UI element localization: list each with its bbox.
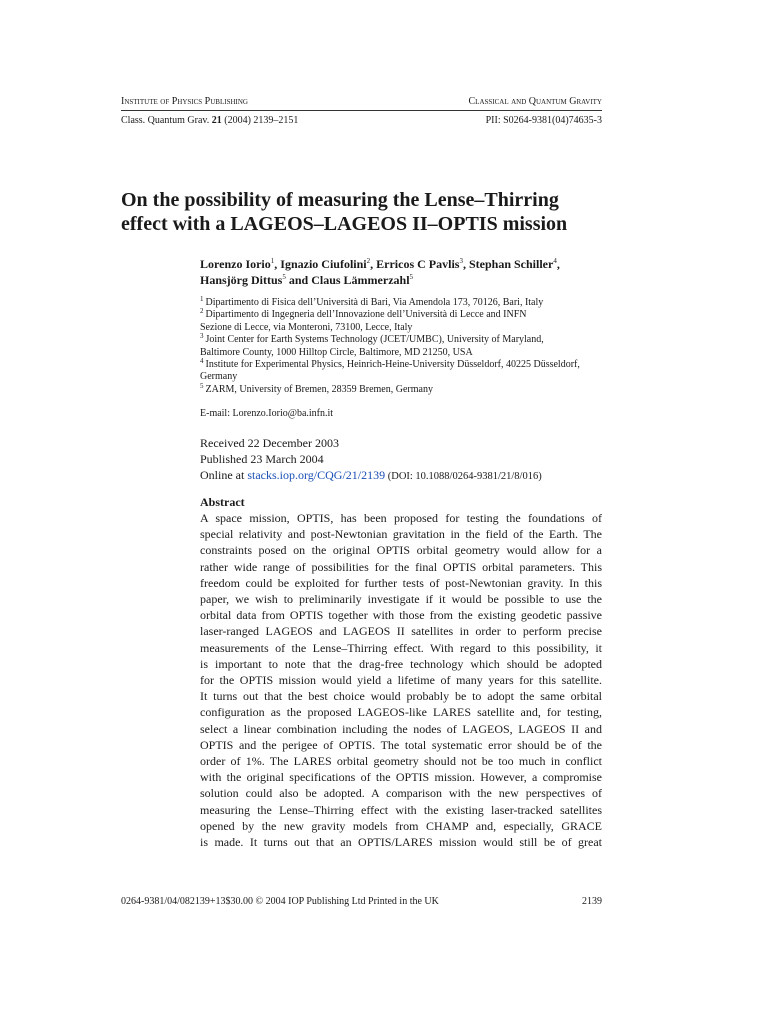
author-name: Claus Lämmerzahl (311, 273, 410, 287)
author-separator: , (274, 257, 281, 271)
author-name: Erricos C Pavlis (376, 257, 460, 271)
page-number: 2139 (582, 896, 602, 907)
affiliation-line: ZARM, University of Bremen, 28359 Bremen, Germany (205, 383, 433, 395)
abstract-line: rather wide range of possibilities for the final OPTIS orbital parameters. This (200, 559, 602, 574)
author-separator: , (462, 257, 469, 271)
abstract-line: orbital data from OPTIS together with those from the existing geodetic passive (200, 608, 602, 623)
author-affiliation-mark: 3 (459, 257, 463, 265)
author-affiliation-mark: 5 (409, 273, 414, 281)
doi: (DOI: 10.1088/0264-9381/21/8/016) (385, 471, 542, 482)
abstract-line: measurements of the Lense–Thirring effect. With regard to this possibility, it (200, 640, 602, 655)
title-line-2: effect with a LAGEOS–LAGEOS II–OPTIS mission (121, 213, 568, 235)
affiliation-list (200, 297, 610, 396)
author-separator: , (556, 257, 560, 271)
publisher-name: Institute of Physics Publishing (121, 96, 248, 107)
affiliation-line: Joint Center for Earth Systems Technology (JCET/UMBC), University of Maryland, (205, 334, 544, 346)
header-rule (121, 110, 602, 111)
abstract-line: A space mission, OPTIS, has been proposed for testing the foundations of (200, 511, 602, 525)
abstract-line: opened by the new gravity models from CHAMP and, especially, GRACE (200, 818, 602, 833)
citation-prefix: Class. Quantum Grav. (121, 115, 212, 126)
author-separator: and (285, 273, 312, 287)
author-name: Lorenzo Iorio (200, 257, 271, 271)
affiliation-line: Institute for Experimental Physics, Heinrich-Heine-University Düsseldorf, 40225 Düsseldorf, (205, 359, 580, 371)
author-email[interactable]: E-mail: Lorenzo.Iorio@ba.infn.it (200, 408, 334, 419)
affiliation-line: Dipartimento di Ingegneria dell’Innovazione dell’Università di Lecce and INFN (205, 309, 527, 321)
online-info (200, 467, 542, 485)
author-affiliation-mark: 5 (282, 273, 286, 281)
abstract-line: OPTIS and the perigee of OPTIS. The total systematic error should be of the (200, 737, 602, 752)
abstract-line: is made. It turns out that an OPTIS/LARES mission would still be of great (200, 835, 602, 850)
affiliation (200, 297, 610, 309)
publication-dates (200, 435, 542, 485)
pii: PII: S0264-9381(04)74635-3 (485, 115, 602, 126)
abstract-line: paper, we wish to preliminarily investigate if it would be possible to use the (200, 592, 602, 607)
footer-copyright: 0264-9381/04/082139+13$30.00 © 2004 IOP Publishing Ltd Printed in the UK (121, 896, 439, 907)
affiliation (200, 381, 610, 396)
affiliation (200, 309, 610, 334)
affiliation-number: 3 (200, 332, 204, 341)
citation-volume: 21 (211, 115, 222, 126)
abstract-line: solution could also be adopted. A comparison with the new perspectives of (200, 786, 602, 801)
published-date: Published 23 March 2004 (200, 452, 324, 466)
affiliation-line: Baltimore County, 1000 Hilltop Circle, Baltimore, MD 21250, USA (200, 346, 473, 358)
author-name: Ignazio Ciufolini (280, 257, 367, 271)
author-affiliation-mark: 4 (553, 257, 557, 265)
affiliation-number: 4 (200, 357, 204, 366)
online-prefix: Online at (200, 468, 248, 482)
abstract-line: freedom could be exploited for further tests of post-Newtonian gravity. In this (200, 575, 602, 590)
citation-suffix: (2004) 2139–2151 (221, 115, 299, 126)
citation (121, 115, 298, 127)
received-date: Received 22 December 2003 (200, 436, 339, 450)
abstract-line: select a linear combination including the nodes of LAGEOS, LAGEOS II and (200, 721, 602, 736)
paper-title (121, 188, 641, 236)
affiliation-line: Dipartimento di Fisica dell’Università di Bari, Via Amendola 173, 70126, Bari, Italy (205, 297, 544, 308)
abstract-line: laser-ranged LAGEOS and LAGEOS II satellites in order to perform precise (200, 624, 602, 639)
abstract-line: order of 1%. The LARES orbital geometry should not be too much in conflict (200, 754, 602, 769)
author-separator: , (370, 257, 377, 271)
author-name: Hansjörg Dittus (200, 273, 283, 287)
author-affiliation-mark: 2 (366, 257, 371, 265)
author-affiliation-mark: 1 (270, 257, 275, 265)
affiliation-number: 2 (200, 307, 204, 316)
affiliation-number: 5 (200, 381, 204, 390)
abstract-line: with the original specifications of the OPTIS mission. However, a compromise (200, 770, 602, 785)
affiliation-number: 1 (200, 295, 204, 303)
abstract-line: configuration as the proposed LAGEOS-like LARES satellite and, for testing, (200, 705, 602, 720)
online-link[interactable]: stacks.iop.org/CQG/21/2139 (247, 468, 386, 482)
abstract-line: special relativity and post-Newtonian gravitation in the field of the Earth. The (200, 527, 602, 542)
abstract-line: for the OPTIS mission would yield a lifetime of many years for this satellite. (200, 673, 602, 688)
affiliation-line: Sezione di Lecce, via Monteroni, 73100, Lecce, Italy (200, 321, 413, 333)
abstract-line: It turns out that the best choice would probably be to adopt the same orbital (200, 689, 602, 704)
abstract-heading: Abstract (200, 495, 245, 509)
author-list (200, 256, 610, 288)
abstract-body (200, 510, 602, 850)
affiliation (200, 359, 610, 384)
abstract-line: is important to note that the drag-free technology which should be adopted (200, 656, 602, 671)
abstract-line: measuring the Lense–Thirring effect with the existing laser-tracked satellites (200, 802, 602, 817)
affiliation (200, 334, 610, 359)
author-name: Stephan Schiller (468, 257, 554, 271)
title-line-1: On the possibility of measuring the Lense–Thirring (121, 189, 559, 211)
abstract-line: constraints posed on the original OPTIS orbital geometry would allow for a (200, 543, 602, 558)
affiliation-line: Germany (200, 371, 238, 383)
journal-name: Classical and Quantum Gravity (468, 96, 602, 107)
